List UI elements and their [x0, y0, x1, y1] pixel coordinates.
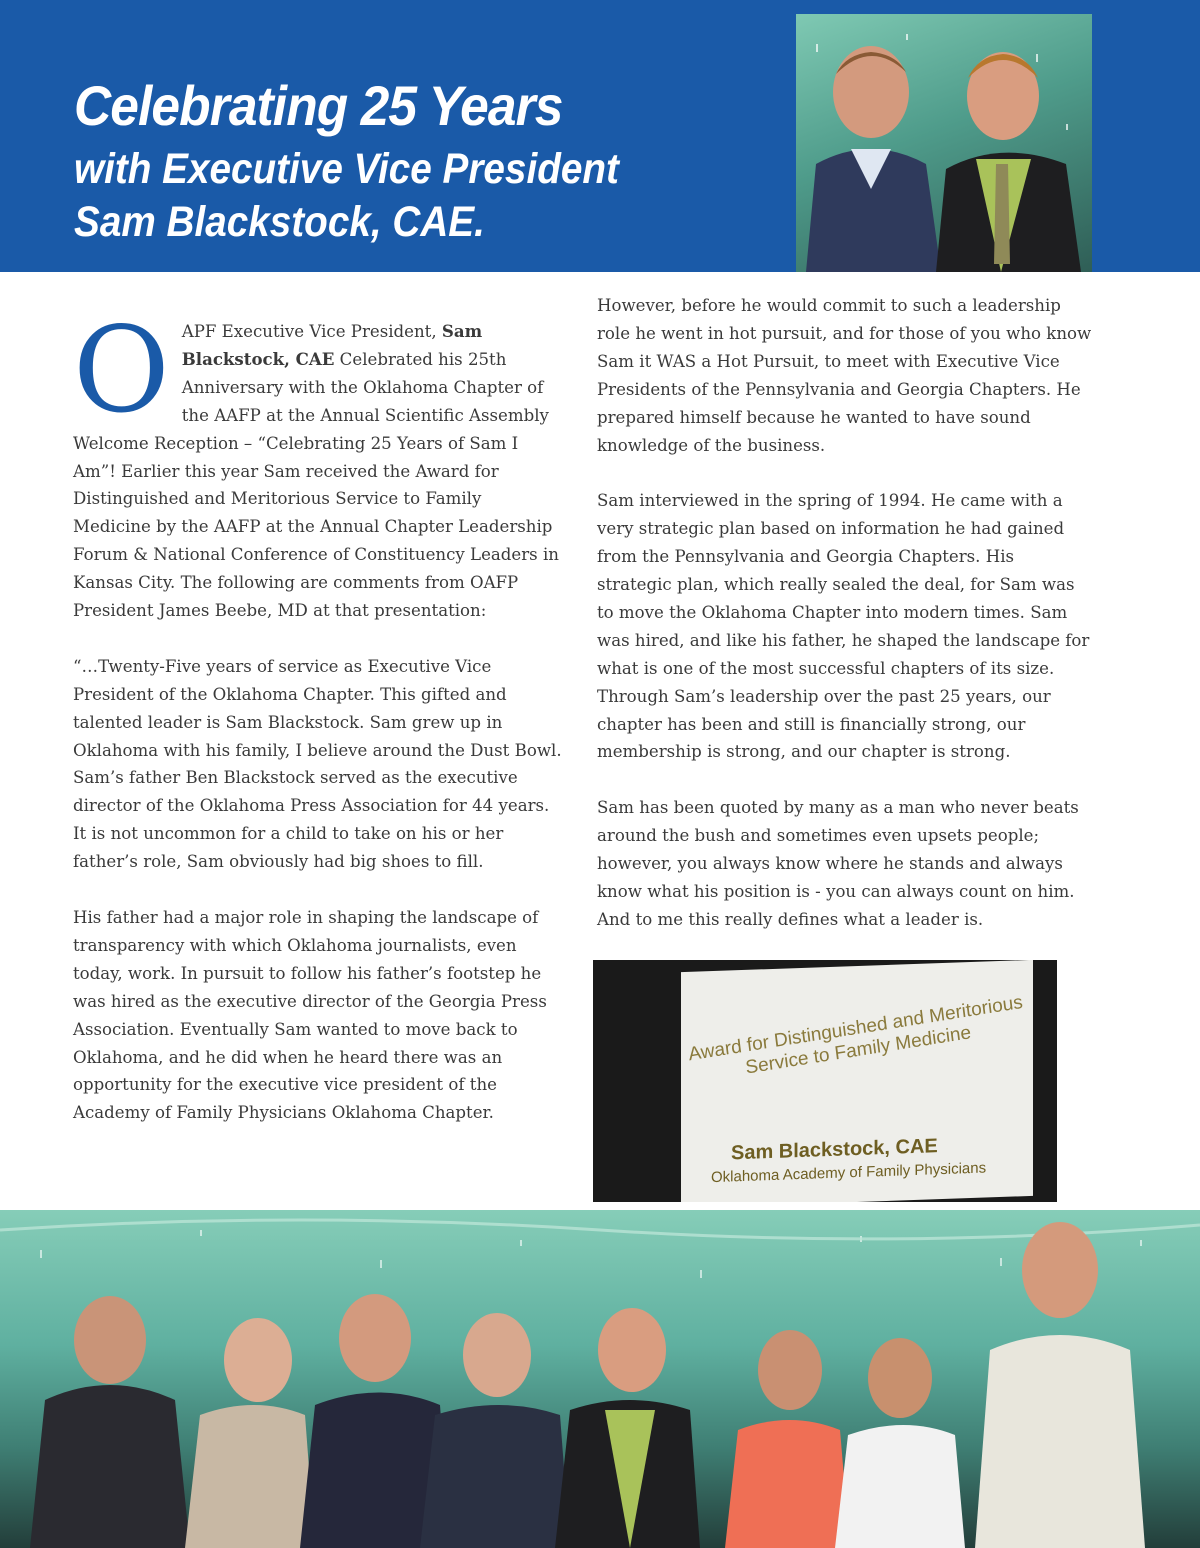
photo-group-illustration: [0, 1210, 1200, 1548]
paragraph-2: “…Twenty-Five years of service as Executive Vice President of the Oklahoma Chapter. This gifted and talented leader is Sam Blackstock. Sam grew up in Oklahoma with his family, I believe around the Dust Bowl. Sam’s father Ben Blackstock served as the executive director of the Oklahoma Press Association for 44 years. It is not uncommon for a child to take on his or her father’s role, Sam obviously had big shoes to fill.: [73, 656, 562, 872]
paragraph-4: However, before he would commit to such a leadership role he went in hot pursuit, and for those of you who know Sam it WAS a Hot Pursuit, to meet with Executive Vice Presidents of the Pennsylvania and Georgia Chapters. He prepared himself because he wanted to have sound knowledge of the business.: [597, 296, 1092, 455]
award-recipient: Sam Blackstock, CAE: [731, 1135, 938, 1165]
title-line-1: Celebrating 25 Years: [74, 74, 563, 137]
photo-two-men-illustration: [796, 14, 1092, 272]
intro-lead: APF Executive Vice President,: [181, 322, 442, 341]
article-column-left: [73, 301, 563, 1155]
award-organization: Oklahoma Academy of Family Physicians: [711, 1159, 987, 1187]
intro-name-bold: Sam Blackstock, CAE: [181, 321, 483, 369]
intro-rest: Celebrated his 25th Anniversary with the Oklahoma Chapter of the AAFP at the Annual Scientific Assembly Welcome Reception – “Celebrating 25 Years of Sam I Am”! Earlier this year Sam received the Award for Distinguished and Meritorious Service to Family Medicine by the AAFP at the Annual Chapter Leadership Forum & National Conference of Constituency Leaders in Kansas City. The following are comments from OAFP President James Beebe, MD at that presentation:: [73, 349, 559, 621]
photo-two-men: [796, 14, 1092, 272]
paragraph-5: Sam interviewed in the spring of 1994. He came with a very strategic plan based on information he had gained from the Pennsylvania and Georgia Chapters. His strategic plan, which really sealed the deal, for Sam was to move the Oklahoma Chapter into modern times. Sam was hired, and like his father, he shaped the landscape for what is one of the most successful chapters of its size. Through Sam’s leadership over the past 25 years, our chapter has been and still is financially strong, our membership is strong, and our chapter is strong.: [597, 491, 1090, 762]
page-title: [74, 74, 679, 246]
title-line-2: with Executive Vice President: [74, 145, 619, 193]
paragraph-3: His father had a major role in shaping the landscape of transparency with which Oklahoma journalists, even today, work. In pursuit to follow his father’s footstep he was hired as the executive director of the Georgia Press Association. Eventually Sam wanted to move back to Oklahoma, and he did when he heard there was an opportunity for the executive vice president of the Academy of Family Physicians Oklahoma Chapter.: [73, 908, 547, 1123]
article-column-right: [597, 292, 1093, 962]
intro-paragraph: [73, 301, 563, 625]
award-title: Award for Distinguished and Meritorious Service to Family Medicine: [687, 991, 1024, 1079]
award-screen: [681, 960, 1033, 1202]
paragraph-6: Sam has been quoted by many as a man who never beats around the bush and sometimes even upsets people; however, you always know where he stands and always know what his position is - you can always count on him. And to me this really defines what a leader is.: [597, 798, 1079, 929]
title-line-3: Sam Blackstock, CAE.: [74, 198, 485, 246]
photo-award-slide: [593, 960, 1057, 1202]
drop-cap: O: [73, 301, 170, 439]
photo-group: [0, 1210, 1200, 1548]
